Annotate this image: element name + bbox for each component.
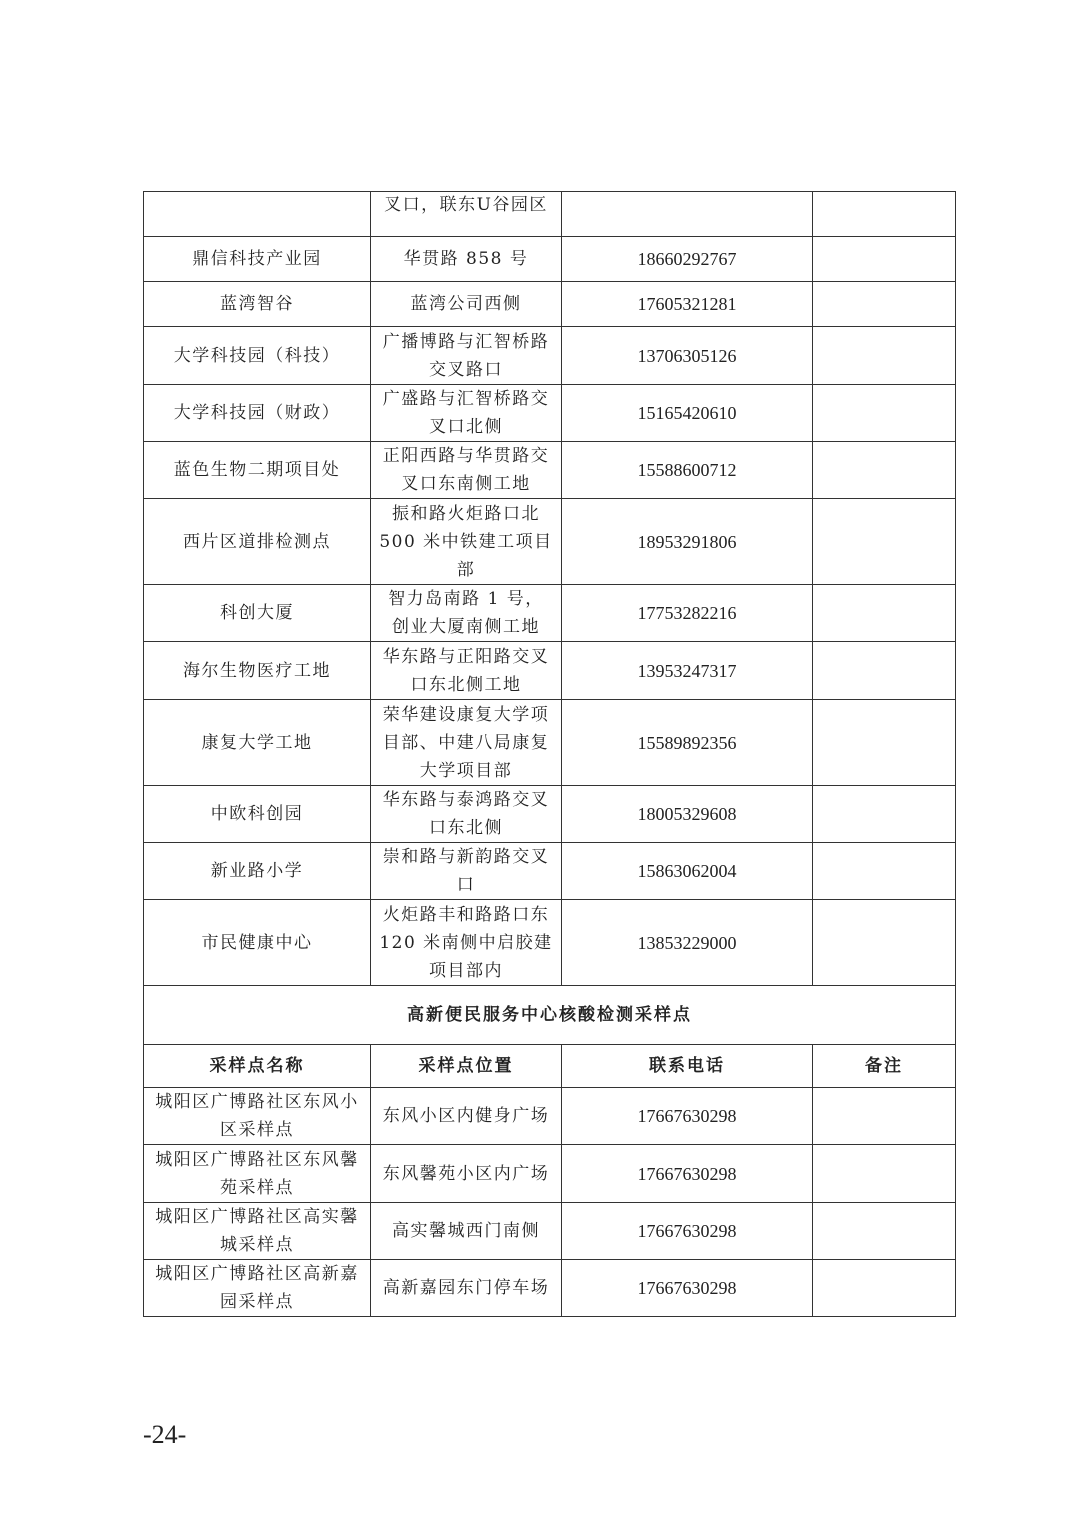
cell-note bbox=[813, 499, 956, 585]
cell-note bbox=[813, 900, 956, 986]
cell-name: 海尔生物医疗工地 bbox=[144, 642, 371, 700]
table-row bbox=[144, 843, 956, 900]
cell-location: 火炬路丰和路路口东120 米南侧中启胶建项目部内 bbox=[371, 900, 562, 986]
cell-phone: 18660292767 bbox=[562, 237, 813, 282]
cell-name: 中欧科创园 bbox=[144, 786, 371, 843]
table-row bbox=[144, 499, 956, 585]
cell-phone: 18005329608 bbox=[562, 786, 813, 843]
cell-phone: 15863062004 bbox=[562, 843, 813, 900]
table-row bbox=[144, 282, 956, 327]
cell-name: 西片区道排检测点 bbox=[144, 499, 371, 585]
cell-name: 鼎信科技产业园 bbox=[144, 237, 371, 282]
cell-note bbox=[813, 1088, 956, 1145]
cell-phone: 17667630298 bbox=[562, 1088, 813, 1145]
cell-location: 正阳西路与华贯路交叉口东南侧工地 bbox=[371, 442, 562, 499]
cell-note bbox=[813, 327, 956, 385]
cell-note bbox=[813, 282, 956, 327]
cell-note bbox=[813, 1203, 956, 1260]
cell-location: 广盛路与汇智桥路交叉口北侧 bbox=[371, 385, 562, 442]
cell-phone: 17667630298 bbox=[562, 1203, 813, 1260]
cell-location: 振和路火炬路口北500 米中铁建工项目部 bbox=[371, 499, 562, 585]
cell-location: 荣华建设康复大学项目部、中建八局康复大学项目部 bbox=[371, 700, 562, 786]
cell-phone: 18953291806 bbox=[562, 499, 813, 585]
cell-note bbox=[813, 585, 956, 642]
cell-phone: 17667630298 bbox=[562, 1260, 813, 1317]
page-number: -24- bbox=[143, 1420, 187, 1449]
cell-phone: 17605321281 bbox=[562, 282, 813, 327]
cell-note bbox=[813, 786, 956, 843]
table-row bbox=[144, 237, 956, 282]
cell-location: 叉口，联东U谷园区 bbox=[371, 192, 562, 237]
header-note: 备注 bbox=[813, 1045, 956, 1088]
table-row bbox=[144, 700, 956, 786]
table-row bbox=[144, 385, 956, 442]
cell-name: 康复大学工地 bbox=[144, 700, 371, 786]
cell-note bbox=[813, 1145, 956, 1203]
cell-location: 华东路与正阳路交叉口东北侧工地 bbox=[371, 642, 562, 700]
cell-phone: 15165420610 bbox=[562, 385, 813, 442]
cell-phone: 13853229000 bbox=[562, 900, 813, 986]
table-row bbox=[144, 1145, 956, 1203]
cell-location: 广播博路与汇智桥路交叉路口 bbox=[371, 327, 562, 385]
cell-name: 新业路小学 bbox=[144, 843, 371, 900]
cell-phone bbox=[562, 192, 813, 237]
cell-location: 崇和路与新韵路交叉口 bbox=[371, 843, 562, 900]
cell-name: 城阳区广博路社区东风小区采样点 bbox=[144, 1088, 371, 1145]
cell-location: 高新嘉园东门停车场 bbox=[371, 1260, 562, 1317]
table-row bbox=[144, 786, 956, 843]
cell-name bbox=[144, 192, 371, 237]
cell-location: 高实馨城西门南侧 bbox=[371, 1203, 562, 1260]
cell-phone: 13706305126 bbox=[562, 327, 813, 385]
table-row bbox=[144, 1088, 956, 1145]
cell-phone: 15589892356 bbox=[562, 700, 813, 786]
table-row bbox=[144, 327, 956, 385]
sampling-points-table bbox=[143, 191, 956, 1317]
cell-location: 东风小区内健身广场 bbox=[371, 1088, 562, 1145]
cell-location: 华贯路 858 号 bbox=[371, 237, 562, 282]
section-title: 高新便民服务中心核酸检测采样点 bbox=[144, 986, 956, 1045]
cell-name: 城阳区广博路社区东风馨苑采样点 bbox=[144, 1145, 371, 1203]
header-location: 采样点位置 bbox=[371, 1045, 562, 1088]
cell-name: 蓝色生物二期项目处 bbox=[144, 442, 371, 499]
table-row bbox=[144, 642, 956, 700]
section-row bbox=[144, 986, 956, 1045]
cell-note bbox=[813, 642, 956, 700]
cell-note bbox=[813, 442, 956, 499]
cell-note bbox=[813, 843, 956, 900]
table-row bbox=[144, 1203, 956, 1260]
cell-location: 东风馨苑小区内广场 bbox=[371, 1145, 562, 1203]
cell-note bbox=[813, 700, 956, 786]
cell-note bbox=[813, 1260, 956, 1317]
cell-note bbox=[813, 237, 956, 282]
table-row bbox=[144, 585, 956, 642]
header-phone: 联系电话 bbox=[562, 1045, 813, 1088]
cell-location: 蓝湾公司西侧 bbox=[371, 282, 562, 327]
cell-name: 科创大厦 bbox=[144, 585, 371, 642]
cell-name: 蓝湾智谷 bbox=[144, 282, 371, 327]
header-row bbox=[144, 1045, 956, 1088]
cell-phone: 13953247317 bbox=[562, 642, 813, 700]
header-name: 采样点名称 bbox=[144, 1045, 371, 1088]
cell-note bbox=[813, 192, 956, 237]
cell-location: 华东路与泰鸿路交叉口东北侧 bbox=[371, 786, 562, 843]
table-row bbox=[144, 1260, 956, 1317]
cell-name: 城阳区广博路社区高新嘉园采样点 bbox=[144, 1260, 371, 1317]
cell-note bbox=[813, 385, 956, 442]
cell-phone: 17667630298 bbox=[562, 1145, 813, 1203]
table-row bbox=[144, 900, 956, 986]
table-row bbox=[144, 442, 956, 499]
cell-name: 大学科技园（财政） bbox=[144, 385, 371, 442]
cell-name: 市民健康中心 bbox=[144, 900, 371, 986]
cell-phone: 15588600712 bbox=[562, 442, 813, 499]
cell-name: 城阳区广博路社区高实馨城采样点 bbox=[144, 1203, 371, 1260]
table-row bbox=[144, 192, 956, 237]
cell-name: 大学科技园（科技） bbox=[144, 327, 371, 385]
cell-phone: 17753282216 bbox=[562, 585, 813, 642]
cell-location: 智力岛南路 1 号，创业大厦南侧工地 bbox=[371, 585, 562, 642]
